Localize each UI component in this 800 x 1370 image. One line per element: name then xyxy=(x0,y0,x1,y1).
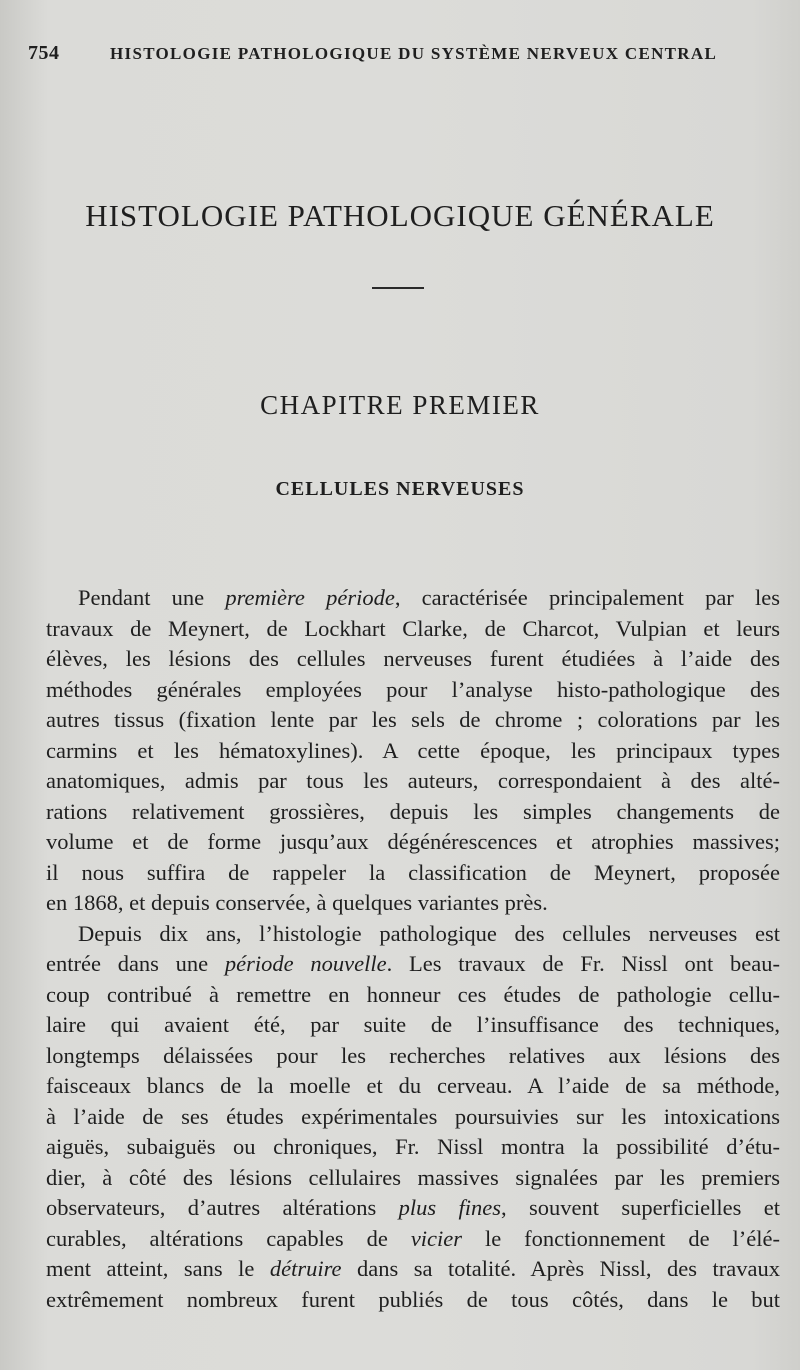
text-run: entrée dans une xyxy=(46,951,225,976)
text-line xyxy=(46,797,780,828)
text-run: dans sa totalité. Après Nissl, des travaux xyxy=(341,1256,780,1281)
page-number: 754 xyxy=(28,42,60,64)
text-run: carmins et les hématoxylines). A cette époque, les principaux types xyxy=(46,737,780,763)
text-run: le fonctionnement de l’élé- xyxy=(462,1225,780,1251)
title-divider xyxy=(372,287,424,289)
section-title: CELLULES NERVEUSES xyxy=(275,478,525,500)
text-line xyxy=(46,919,780,950)
text-run: . Les travaux de Fr. Nissl ont beau- xyxy=(386,951,780,976)
emphasis-run: plus fines xyxy=(398,1195,502,1220)
text-line xyxy=(46,1071,780,1102)
text-run: à l’aide de ses études expérimentales poursuivies sur les intoxications xyxy=(46,1103,780,1129)
text-line xyxy=(46,827,780,858)
emphasis-run: période nouvelle xyxy=(224,951,387,976)
text-run: anatomiques, admis par tous les auteurs, correspondaient à des alté- xyxy=(46,768,780,793)
text-line xyxy=(46,1010,780,1041)
text-run: , caractérisée principalement par les xyxy=(394,585,780,610)
text-line xyxy=(46,858,780,889)
emphasis-run: vicier xyxy=(410,1225,463,1251)
text-line xyxy=(46,1041,780,1072)
text-line xyxy=(46,1163,780,1194)
text-line xyxy=(46,583,780,614)
part-title: HISTOLOGIE PATHOLOGIQUE GÉNÉRALE xyxy=(85,198,715,233)
text-run: aiguës, subaiguës ou chroniques, Fr. Nissl montra la possibilité d’étu- xyxy=(46,1134,780,1159)
text-run: , souvent superficielles et xyxy=(501,1195,780,1220)
text-line xyxy=(46,705,780,736)
emphasis-run: première période xyxy=(225,585,395,610)
text-run: coup contribué à remettre en honneur ces études de pathologie cellu- xyxy=(46,981,780,1007)
body-text xyxy=(46,583,780,1315)
text-run: en 1868, et depuis conservée, à quelques variantes près. xyxy=(46,890,548,915)
text-run: extrêmement nombreux furent publiés de tous côtés, dans le but xyxy=(46,1286,780,1312)
text-line xyxy=(46,1193,780,1224)
text-run: élèves, les lésions des cellules nerveuses furent étudiées à l’aide des xyxy=(46,646,780,671)
text-line xyxy=(46,1102,780,1133)
text-run: Depuis dix ans, l’histologie pathologique des cellules nerveuses est xyxy=(78,920,780,946)
text-run: dier, à côté des lésions cellulaires massives signalées par les premiers xyxy=(46,1164,780,1190)
text-run: longtemps délaissées pour les recherches relatives aux lésions des xyxy=(46,1042,780,1068)
text-run: ment atteint, sans le xyxy=(46,1256,270,1281)
text-run: laire qui avaient été, par suite de l’insuffisance des techniques, xyxy=(46,1012,780,1037)
text-line xyxy=(46,1285,780,1316)
text-line xyxy=(46,675,780,706)
text-line xyxy=(46,888,780,919)
text-line xyxy=(46,949,780,980)
text-line xyxy=(46,644,780,675)
text-run: observateurs, d’autres altérations xyxy=(46,1195,399,1220)
text-run: Pendant une xyxy=(78,585,226,610)
text-run: il nous suffira de rappeler la classification de Meynert, proposée xyxy=(46,859,780,885)
page-header xyxy=(28,40,788,72)
text-run: curables, altérations capables de xyxy=(46,1225,411,1251)
text-run: volume et de forme jusqu’aux dégénérescences et atrophies massives; xyxy=(46,829,780,854)
text-line xyxy=(46,980,780,1011)
text-line xyxy=(46,766,780,797)
emphasis-run: détruire xyxy=(269,1256,342,1281)
text-line xyxy=(46,1254,780,1285)
chapter-title: CHAPITRE PREMIER xyxy=(260,390,540,420)
text-run: rations relativement grossières, depuis les simples changements de xyxy=(46,798,780,824)
text-line xyxy=(46,614,780,645)
text-run: méthodes générales employées pour l’analyse histo-pathologique des xyxy=(46,676,780,702)
text-line xyxy=(46,736,780,767)
text-run: travaux de Meynert, de Lockhart Clarke, de Charcot, Vulpian et leurs xyxy=(46,615,780,641)
text-run: faisceaux blancs de la moelle et du cerveau. A l’aide de sa méthode, xyxy=(46,1073,780,1098)
text-line xyxy=(46,1224,780,1255)
text-line xyxy=(46,1132,780,1163)
text-run: autres tissus (fixation lente par les sels de chrome ; colorations par les xyxy=(46,707,780,732)
running-head: HISTOLOGIE PATHOLOGIQUE DU SYSTÈME NERVEUX CENTRAL xyxy=(110,44,718,63)
